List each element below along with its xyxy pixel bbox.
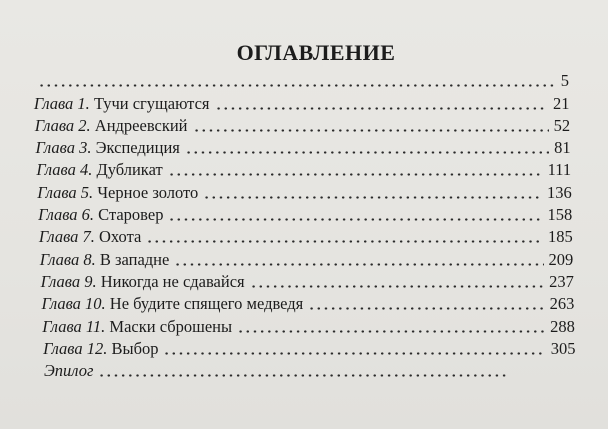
toc-entry-page: 209 [548,249,574,269]
toc-entry-page: 81 [554,138,571,158]
toc-leader-dots [146,240,543,243]
toc-entry [0,137,608,159]
toc-entry [0,70,608,92]
toc-leader-dots [98,374,506,377]
toc-entry [0,315,608,337]
page-title: ОГЛАВЛЕНИЕ [236,40,396,65]
toc-entry-prefix: Глава 2. [34,115,91,135]
toc-entry-prefix: Глава 11. [42,316,106,336]
toc-entry [0,293,608,315]
toc-entry [0,271,608,293]
toc-entry-page: 136 [546,182,572,202]
toc-entry-prefix: Глава 1. [33,93,90,113]
toc-entry-page: 185 [548,227,573,247]
toc-entry-label [37,182,198,204]
toc-entry-page: 158 [547,205,573,225]
toc-leader-dots [193,129,549,132]
toc-entry-title: Выбор [111,338,159,358]
toc-entry-title: В западне [99,249,170,269]
toc-leader-dots [215,107,549,110]
toc-leader-dots [237,330,545,333]
toc-entry-label [35,115,188,137]
toc-entry-prefix: Глава 4. [36,160,93,180]
toc-leader-dots [168,173,543,176]
toc-entry-title: Тучи сгущаются [93,93,210,113]
toc-leader-dots [168,218,542,221]
toc-entry-page: 21 [553,93,570,113]
toc-entry-prefix: Глава 12. [43,338,108,358]
toc-leader-dots [308,307,544,310]
toc-entry-label [41,271,245,293]
toc-entry-label [36,137,180,159]
toc-entry-title: Черное золото [97,182,199,202]
toc-entry-page: 263 [549,294,575,314]
toc-entry-prefix: Глава 9. [40,271,97,291]
toc-entry [0,181,608,203]
toc-entry-label [44,360,93,382]
toc-entry-label [34,93,210,115]
toc-entry-label [38,204,163,226]
toc-entry-prefix: Глава 3. [35,138,92,158]
toc-entry-label [36,159,162,181]
toc-entry [0,159,608,181]
toc-entry-prefix: Глава 5. [37,182,94,202]
toc-entry-title: Старовер [98,205,164,225]
toc-entry-title: Экспедиция [95,138,180,158]
toc-entry-page: 111 [547,160,572,180]
toc-entry-title: Дубликат [96,160,163,180]
toc-entry [0,248,608,270]
toc-entry-prefix: Глава 10. [41,294,106,314]
toc-entry [0,360,608,382]
toc-entry-title: Не будите спящего медведя [109,294,304,314]
table-of-contents [0,70,608,382]
toc-leader-dots [163,352,545,355]
toc-entry-title: Охота [99,227,142,247]
toc-leader-dots [38,84,556,87]
toc-entry-label [40,249,170,271]
toc-leader-dots [250,285,544,288]
toc-leader-dots [203,196,542,199]
toc-entry-title: Андреевский [94,115,188,135]
toc-entry-label [43,338,158,360]
toc-entry-prefix: Глава 6. [38,205,95,225]
toc-entry [0,226,608,248]
toc-entry-title: Никогда не сдавайся [100,271,245,291]
toc-entry [0,115,608,137]
toc-entry-label [42,316,232,338]
toc-entry-page: 5 [560,71,569,91]
toc-leader-dots [174,263,543,266]
toc-entry-page: 305 [550,338,576,358]
toc-entry-label [39,226,141,248]
toc-entry-prefix: Эпилог [44,361,94,381]
toc-entry [0,338,608,360]
toc-entry-prefix: Глава 8. [39,249,96,269]
toc-entry-prefix: Глава 7. [38,227,95,247]
toc-entry-title: Маски сброшены [109,316,233,336]
toc-entry-page: 52 [553,115,571,135]
toc-entry [0,204,608,226]
toc-entry-page: 288 [550,316,575,336]
toc-entry-label [41,293,303,315]
toc-entry-page: 237 [549,271,574,291]
toc-entry [0,92,608,114]
toc-leader-dots [185,151,549,154]
